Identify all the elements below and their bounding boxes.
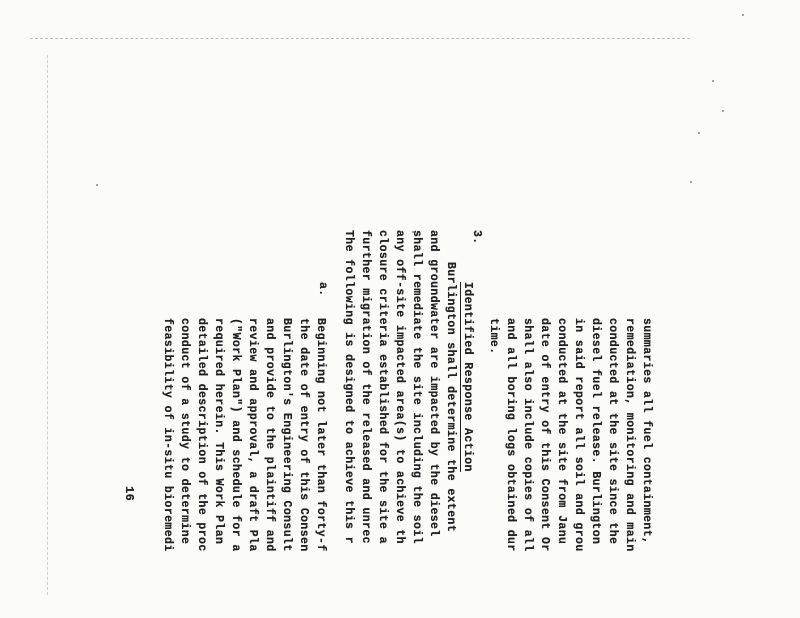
text-line: closure criteria established for the site a xyxy=(376,230,389,544)
scan-speck xyxy=(712,80,714,82)
scan-speck xyxy=(698,132,700,134)
scan-speck xyxy=(722,110,724,112)
text-line: conducted at the site since the xyxy=(606,318,619,545)
text-line: time. xyxy=(487,318,500,355)
text-line: required herein. This Work Plan xyxy=(212,318,225,545)
text-line: review and approval, a draft Pla xyxy=(246,318,259,552)
text-line: diesel fuel release. Burlington xyxy=(589,318,602,545)
text-line: ("Work Plan") and schedule for a xyxy=(229,318,242,552)
text-line: further migration of the released and unrec xyxy=(359,230,372,544)
text-line: shall also include copies of all xyxy=(521,318,534,552)
scan-speck xyxy=(742,14,744,16)
scan-edge-artifact xyxy=(30,38,690,39)
text-line: Beginning not later than forty-f xyxy=(314,318,327,552)
text-line: and all boring logs obtained dur xyxy=(504,318,517,552)
text-line: The following is designed to achieve this r xyxy=(342,230,355,544)
section-heading: Identified Response Action xyxy=(461,282,474,472)
text-line: date of entry of this Consent Or xyxy=(538,318,551,552)
text-line: in said report all soil and grou xyxy=(572,318,585,552)
text-line: detailed description of the proc xyxy=(195,318,208,552)
text-line: any off-site impacted area(s) to achieve th xyxy=(393,230,406,544)
text-line: shall remediate the site including the soil xyxy=(410,230,423,544)
text-line: conduct of a study to determine xyxy=(178,318,191,545)
scan-speck xyxy=(96,184,98,186)
text-line: and provide to the plaintiff and xyxy=(263,318,276,552)
scan-speck xyxy=(690,181,692,183)
text-line: conducted at the site from Janu xyxy=(555,318,568,545)
scan-margin-artifact xyxy=(47,55,48,595)
page-number: 16 xyxy=(122,486,136,502)
text-line: Burlington shall determine the extent xyxy=(444,262,457,533)
text-line: feasibility of in-situ bioremedi xyxy=(161,318,174,552)
subsection-marker: a. xyxy=(316,282,329,297)
text-line: Burlington's Engineering Consult xyxy=(280,318,293,552)
section-number: 3. xyxy=(470,230,483,245)
text-line: remediation, monitoring and main xyxy=(623,318,636,552)
text-line: and groundwater are impacted by the diesel xyxy=(427,230,440,537)
text-line: the date of entry of this Consen xyxy=(297,318,310,552)
text-line: summaries all fuel containment, xyxy=(640,318,653,545)
